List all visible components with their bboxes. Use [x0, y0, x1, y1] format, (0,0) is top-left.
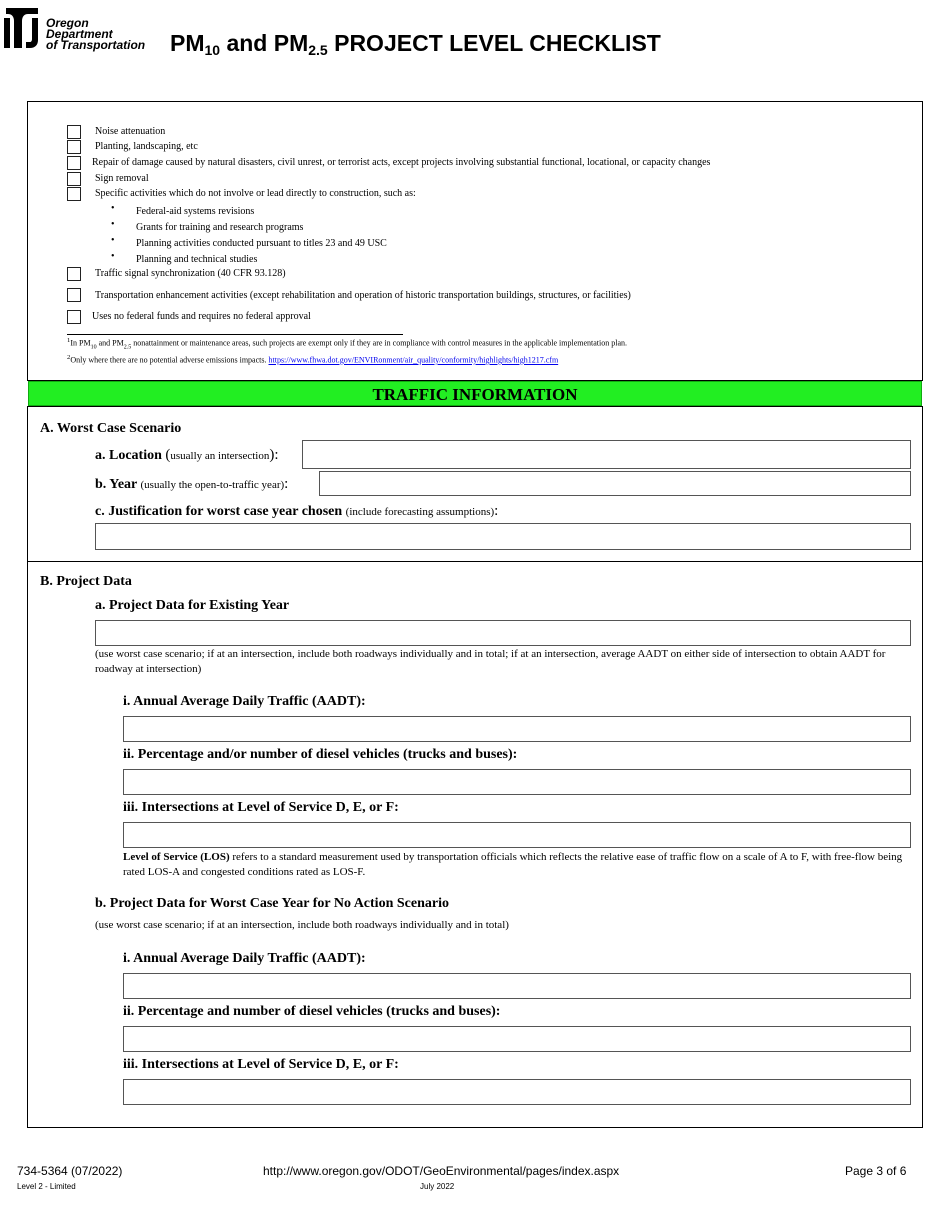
footnote-1: $^1$In $PM_{10}$ and $PM_{2.5}$ nonattainment or maintenance areas, such projects are exempt only if they are in compliance with control measures in the applicable implementation plan. — [67, 337, 628, 351]
checkbox-transportation-enhancement[interactable] — [67, 288, 81, 302]
bullet-dot: • — [111, 235, 115, 246]
item-specific-activities: Specific activities which do not involve or lead directly to construction, such as: — [95, 188, 416, 199]
fhwa-link[interactable]: https://www.fhwa.dot.gov/ENVIRonment/air_quality/conformity/highlights/high1217.cfm — [268, 355, 559, 365]
no-action-note: (use worst case scenario; if at an intersection, include both roadways individually and in total) — [95, 919, 509, 931]
bullet-planning-activities: Planning activities conducted pursuant to titles 23 and 49 USC — [136, 238, 387, 249]
no-action-title: b. Project Data for Worst Case Year for No Action Scenario — [95, 896, 449, 911]
los-no-action-field[interactable] — [123, 1079, 911, 1105]
checkbox-noise-attenuation[interactable] — [67, 125, 81, 139]
justification-field[interactable] — [95, 523, 911, 550]
year-field[interactable] — [319, 471, 911, 496]
odot-logo-icon — [4, 6, 40, 50]
classification-level: Level 2 - Limited — [17, 1182, 76, 1191]
year-label: b. Year (usually the open-to-traffic year): — [95, 476, 289, 492]
odot-wordmark — [46, 18, 145, 51]
section-b-title: B. Project Data — [40, 574, 132, 589]
checkbox-repair-damage[interactable] — [67, 156, 81, 170]
bullet-grants: Grants for training and research programs — [136, 222, 304, 233]
los-existing-field[interactable] — [123, 822, 911, 848]
bullet-dot: • — [111, 219, 115, 230]
checkbox-sign-removal[interactable] — [67, 172, 81, 186]
aadt-no-action-field[interactable] — [123, 973, 911, 999]
existing-year-title: a. Project Data for Existing Year — [95, 598, 290, 613]
checkbox-traffic-signal[interactable] — [67, 267, 81, 281]
item-no-federal-funds: Uses no federal funds and requires no federal approval — [92, 311, 311, 322]
section-a-title: A. Worst Case Scenario — [40, 421, 182, 436]
bullet-planning-studies: Planning and technical studies — [136, 254, 258, 265]
diesel-existing-field[interactable] — [123, 769, 911, 795]
item-planting: Planting, landscaping, etc — [95, 141, 198, 152]
aadt-existing-field[interactable] — [123, 716, 911, 742]
item-traffic-signal: Traffic signal synchronization (40 CFR 93.128) — [95, 268, 286, 279]
logo-line-3: of Transportation — [46, 38, 146, 52]
footer-date: July 2022 — [420, 1182, 455, 1191]
logo-line-2: Department — [46, 27, 113, 41]
bullet-dot: • — [111, 251, 115, 262]
item-sign-removal: Sign removal — [95, 173, 149, 184]
form-number: 734-5364 (07/2022) — [17, 1164, 123, 1178]
los-no-action-label: iii. Intersections at Level of Service D, E, or F: — [123, 1057, 399, 1072]
los-definition-note: Level of Service (LOS) refers to a standard measurement used by transportation officials which reflects the relative ease of traffic flow on a scale of A to F, with free-flow being rated LOS-A and congested conditions rated as LOS-F. — [123, 851, 903, 878]
footer-url[interactable]: http://www.oregon.gov/ODOT/GeoEnvironmental/pages/index.aspx — [263, 1164, 620, 1178]
location-label: a. Location (usually an intersection): — [95, 447, 279, 463]
footnote-divider — [67, 334, 403, 335]
los-existing-label: iii. Intersections at Level of Service D, E, or F: — [123, 800, 399, 815]
item-noise-attenuation: Noise attenuation — [95, 126, 166, 137]
diesel-no-action-label: ii. Percentage and number of diesel vehicles (trucks and buses): — [123, 1004, 501, 1019]
location-field[interactable] — [302, 440, 911, 469]
traffic-information-banner: TRAFFIC INFORMATION — [28, 381, 922, 406]
diesel-existing-label: ii. Percentage and/or number of diesel vehicles (trucks and buses): — [123, 747, 518, 762]
justification-label: c. Justification for worst case year chosen (include forecasting assumptions): — [95, 503, 499, 519]
bullet-dot: • — [111, 203, 115, 214]
page-number: Page 3 of 6 — [845, 1164, 907, 1178]
item-transportation-enhancement: Transportation enhancement activities (except rehabilitation and operation of historic transportation buildings, structures, or facilities) — [95, 290, 631, 301]
logo-line-1: Oregon — [46, 16, 89, 30]
aadt-existing-label: i. Annual Average Daily Traffic (AADT): — [123, 694, 366, 709]
checkbox-planting[interactable] — [67, 140, 81, 154]
bullet-federal-aid: Federal-aid systems revisions — [136, 206, 255, 217]
aadt-no-action-label: i. Annual Average Daily Traffic (AADT): — [123, 951, 366, 966]
existing-year-field[interactable] — [95, 620, 911, 646]
page-title: $PM_{10}$ and $PM_{2.5}$ PROJECT LEVEL CHECKLIST — [170, 30, 661, 58]
footnote-2: $^2$Only where there are no potential adverse emissions impacts. https://www.fhwa.dot.gov/ENVIRonment/air_quality/conformity/highlights/high1217.cfm — [67, 354, 559, 365]
diesel-no-action-field[interactable] — [123, 1026, 911, 1052]
item-repair-damage: Repair of damage caused by natural disasters, civil unrest, or terrorist acts, except projects involving substantial functional, locational, or capacity changes — [92, 157, 711, 168]
checkbox-specific-activities[interactable] — [67, 187, 81, 201]
checkbox-no-federal-funds[interactable] — [67, 310, 81, 324]
existing-year-note: (use worst case scenario; if at an intersection, include both roadways individually and in total; if at an intersection, average AADT on either side of intersection to obtain AADT for roadway at intersection) — [95, 648, 886, 675]
